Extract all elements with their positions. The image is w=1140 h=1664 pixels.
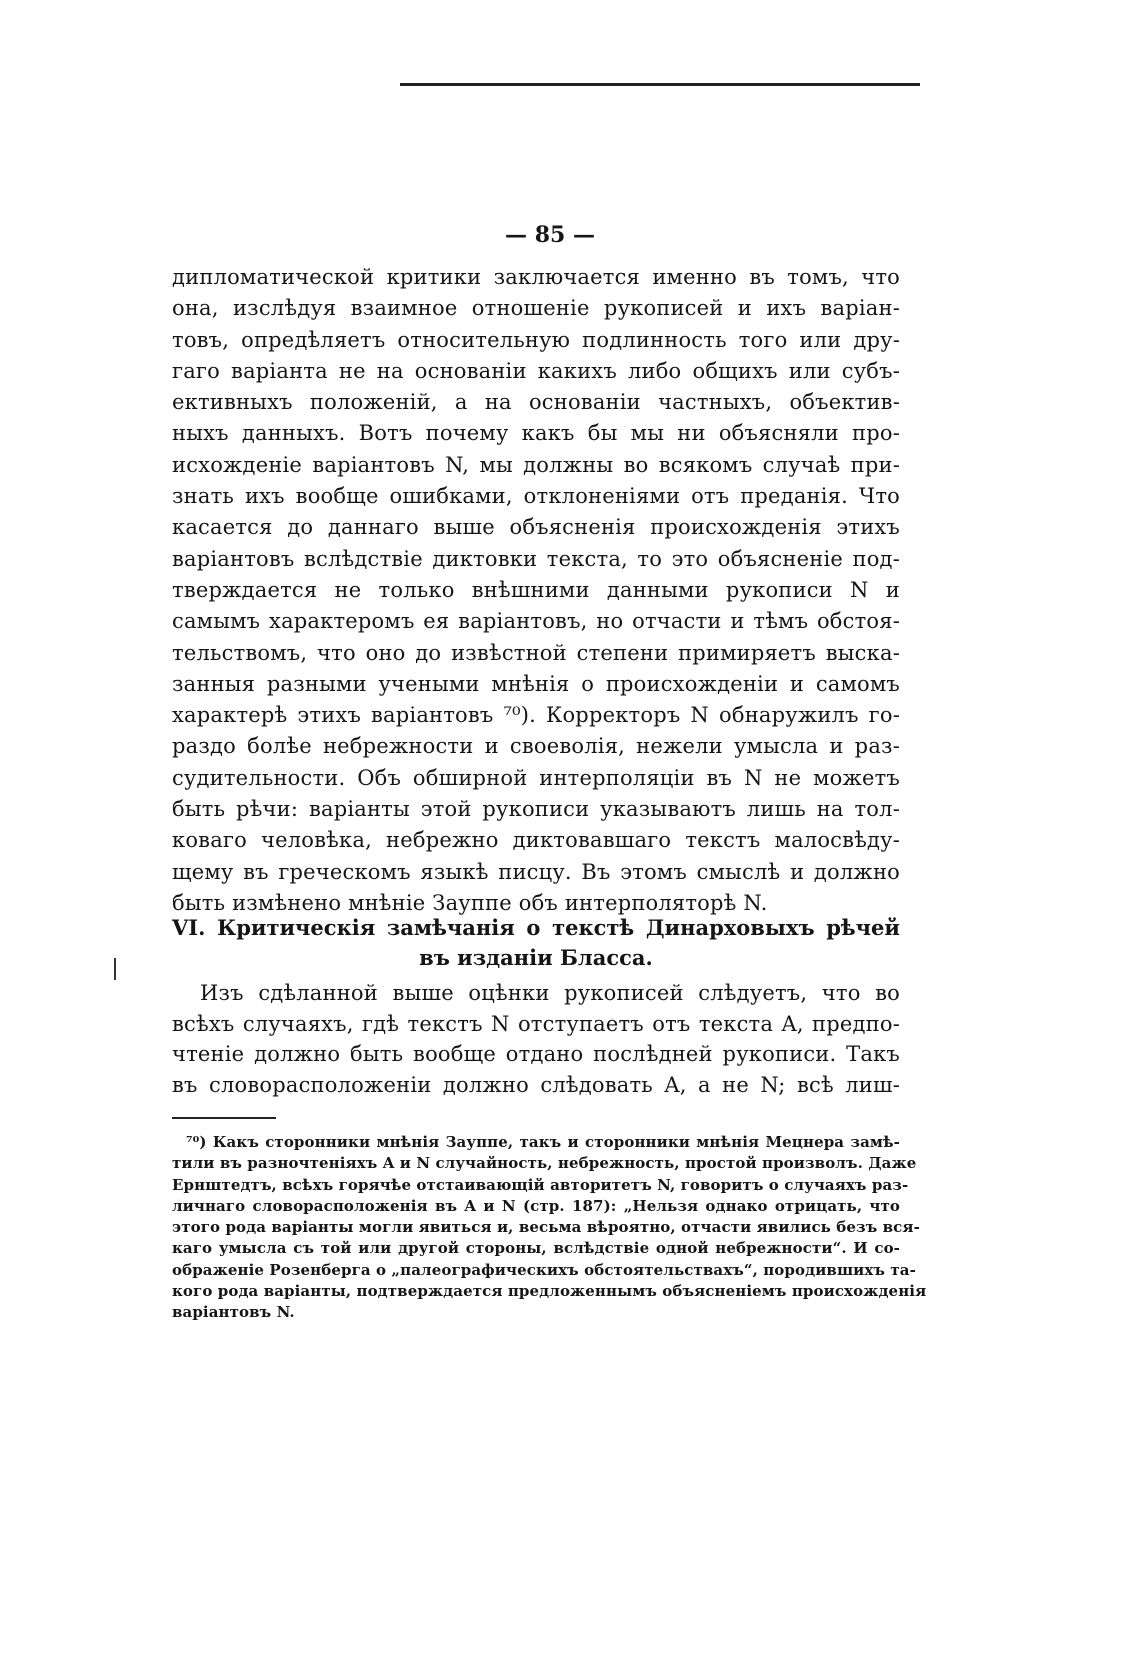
footnote-line: варіантовъ N. xyxy=(172,1303,295,1322)
footnote-line: кого рода варіанты, подтверждается предложеннымъ объясненіемъ происхожденія xyxy=(172,1282,927,1301)
footnote-line: Ернштедтъ, всѣхъ горячѣе отстаивающій авторитетъ N, говоритъ о случаяхъ раз- xyxy=(172,1175,909,1194)
text-line: ективныхъ положеній, а на основаніи частныхъ, объектив- xyxy=(172,390,900,415)
top-rule xyxy=(400,83,920,86)
text-line: занныя разными учеными мнѣнія о происхожденіи и самомъ xyxy=(172,671,900,696)
footnote-line: ображеніе Розенберга о „палеографическихъ обстоятельствахъ“, породившихъ та- xyxy=(172,1260,916,1279)
footnote-rule xyxy=(172,1117,276,1119)
text-line: коваго человѣка, небрежно диктовавшаго текстъ малосвѣду- xyxy=(172,828,900,853)
text-line: въ словорасположеніи должно слѣдовать A, а не N; всѣ лиш- xyxy=(172,1073,900,1098)
footnote-line: тили въ разночтеніяхъ A и N случайность, небрежность, простой произволъ. Даже xyxy=(172,1154,917,1173)
text-line: товъ, опредѣляетъ относительную подлинность того или дру- xyxy=(172,327,900,352)
text-line: раздо болѣе небрежности и своеволія, нежели умысла и раз- xyxy=(172,734,900,759)
text-line: варіантовъ вслѣдствіе диктовки текста, то это объясненіе под- xyxy=(172,546,900,571)
footnote xyxy=(172,1132,927,1324)
text-line: самымъ характеромъ ея варіантовъ, но отчасти и тѣмъ обстоя- xyxy=(172,609,900,634)
text-line: щему въ греческомъ языкѣ писцу. Въ этомъ смыслѣ и должно xyxy=(172,859,900,884)
section-heading xyxy=(172,913,900,973)
footnote-line: этого рода варіанты могли явиться и, весьма вѣроятно, отчасти явились безъ вся- xyxy=(172,1218,920,1237)
footnote-line: каго умысла съ той или другой стороны, вслѣдствіе одной небрежности“. И со- xyxy=(172,1239,900,1258)
text-line: знать ихъ вообще ошибками, отклоненіями отъ преданія. Что xyxy=(172,484,900,509)
text-line: гаго варіанта не на основаніи какихъ либо общихъ или субъ- xyxy=(172,358,900,383)
text-line: дипломатической критики заключается именно въ томъ, что xyxy=(172,265,900,289)
text-line: быть измѣнено мнѣніе Зауппе объ интерполяторѣ N. xyxy=(172,890,768,915)
text-line: чтеніе должно быть вообще отдано послѣдней рукописи. Такъ xyxy=(172,1042,900,1067)
text-line: тельствомъ, что оно до извѣстной степени примиряетъ выска- xyxy=(172,640,900,665)
footnote-line: ⁷⁰) Какъ сторонники мнѣнія Зауппе, такъ и сторонники мнѣнія Мецнера замѣ- xyxy=(186,1133,900,1151)
text-line: тверждается не только внѣшними данными рукописи N и xyxy=(172,577,900,602)
text-line: исхожденіе варіантовъ N, мы должны во всякомъ случаѣ при- xyxy=(172,452,900,477)
margin-mark xyxy=(114,958,116,980)
text-line: характерѣ этихъ варіантовъ ⁷⁰). Корректоръ N обнаружилъ го- xyxy=(172,703,900,728)
text-line: она, изслѣдуя взаимное отношеніе рукописей и ихъ варіан- xyxy=(172,296,900,321)
text-line: быть рѣчи: варіанты этой рукописи указываютъ лишь на тол- xyxy=(172,797,900,822)
text-line: всѣхъ случаяхъ, гдѣ текстъ N отступаетъ отъ текста A, предпо- xyxy=(172,1011,900,1036)
text-line: касается до даннаго выше объясненія происхожденія этихъ xyxy=(172,515,900,540)
main-paragraph xyxy=(172,262,900,919)
text-line: судительности. Объ обширной интерполяціи въ N не можетъ xyxy=(172,765,900,790)
section-title-line-2: въ изданіи Бласса. xyxy=(419,945,653,970)
footnote-line: личнаго словорасположенія въ A и N (стр. 187): „Нельзя однако отрицать, что xyxy=(172,1196,900,1215)
second-paragraph xyxy=(172,978,900,1101)
text-line: ныхъ данныхъ. Вотъ почему какъ бы мы ни объясняли про- xyxy=(172,421,900,446)
text-line: Изъ сдѣланной выше оцѣнки рукописей слѣдуетъ, что во xyxy=(200,981,900,1005)
section-title-line-1: VI. Критическія замѣчанія о текстѣ Динарховыхъ рѣчей xyxy=(172,915,900,940)
page-number: — 85 — xyxy=(505,222,595,248)
